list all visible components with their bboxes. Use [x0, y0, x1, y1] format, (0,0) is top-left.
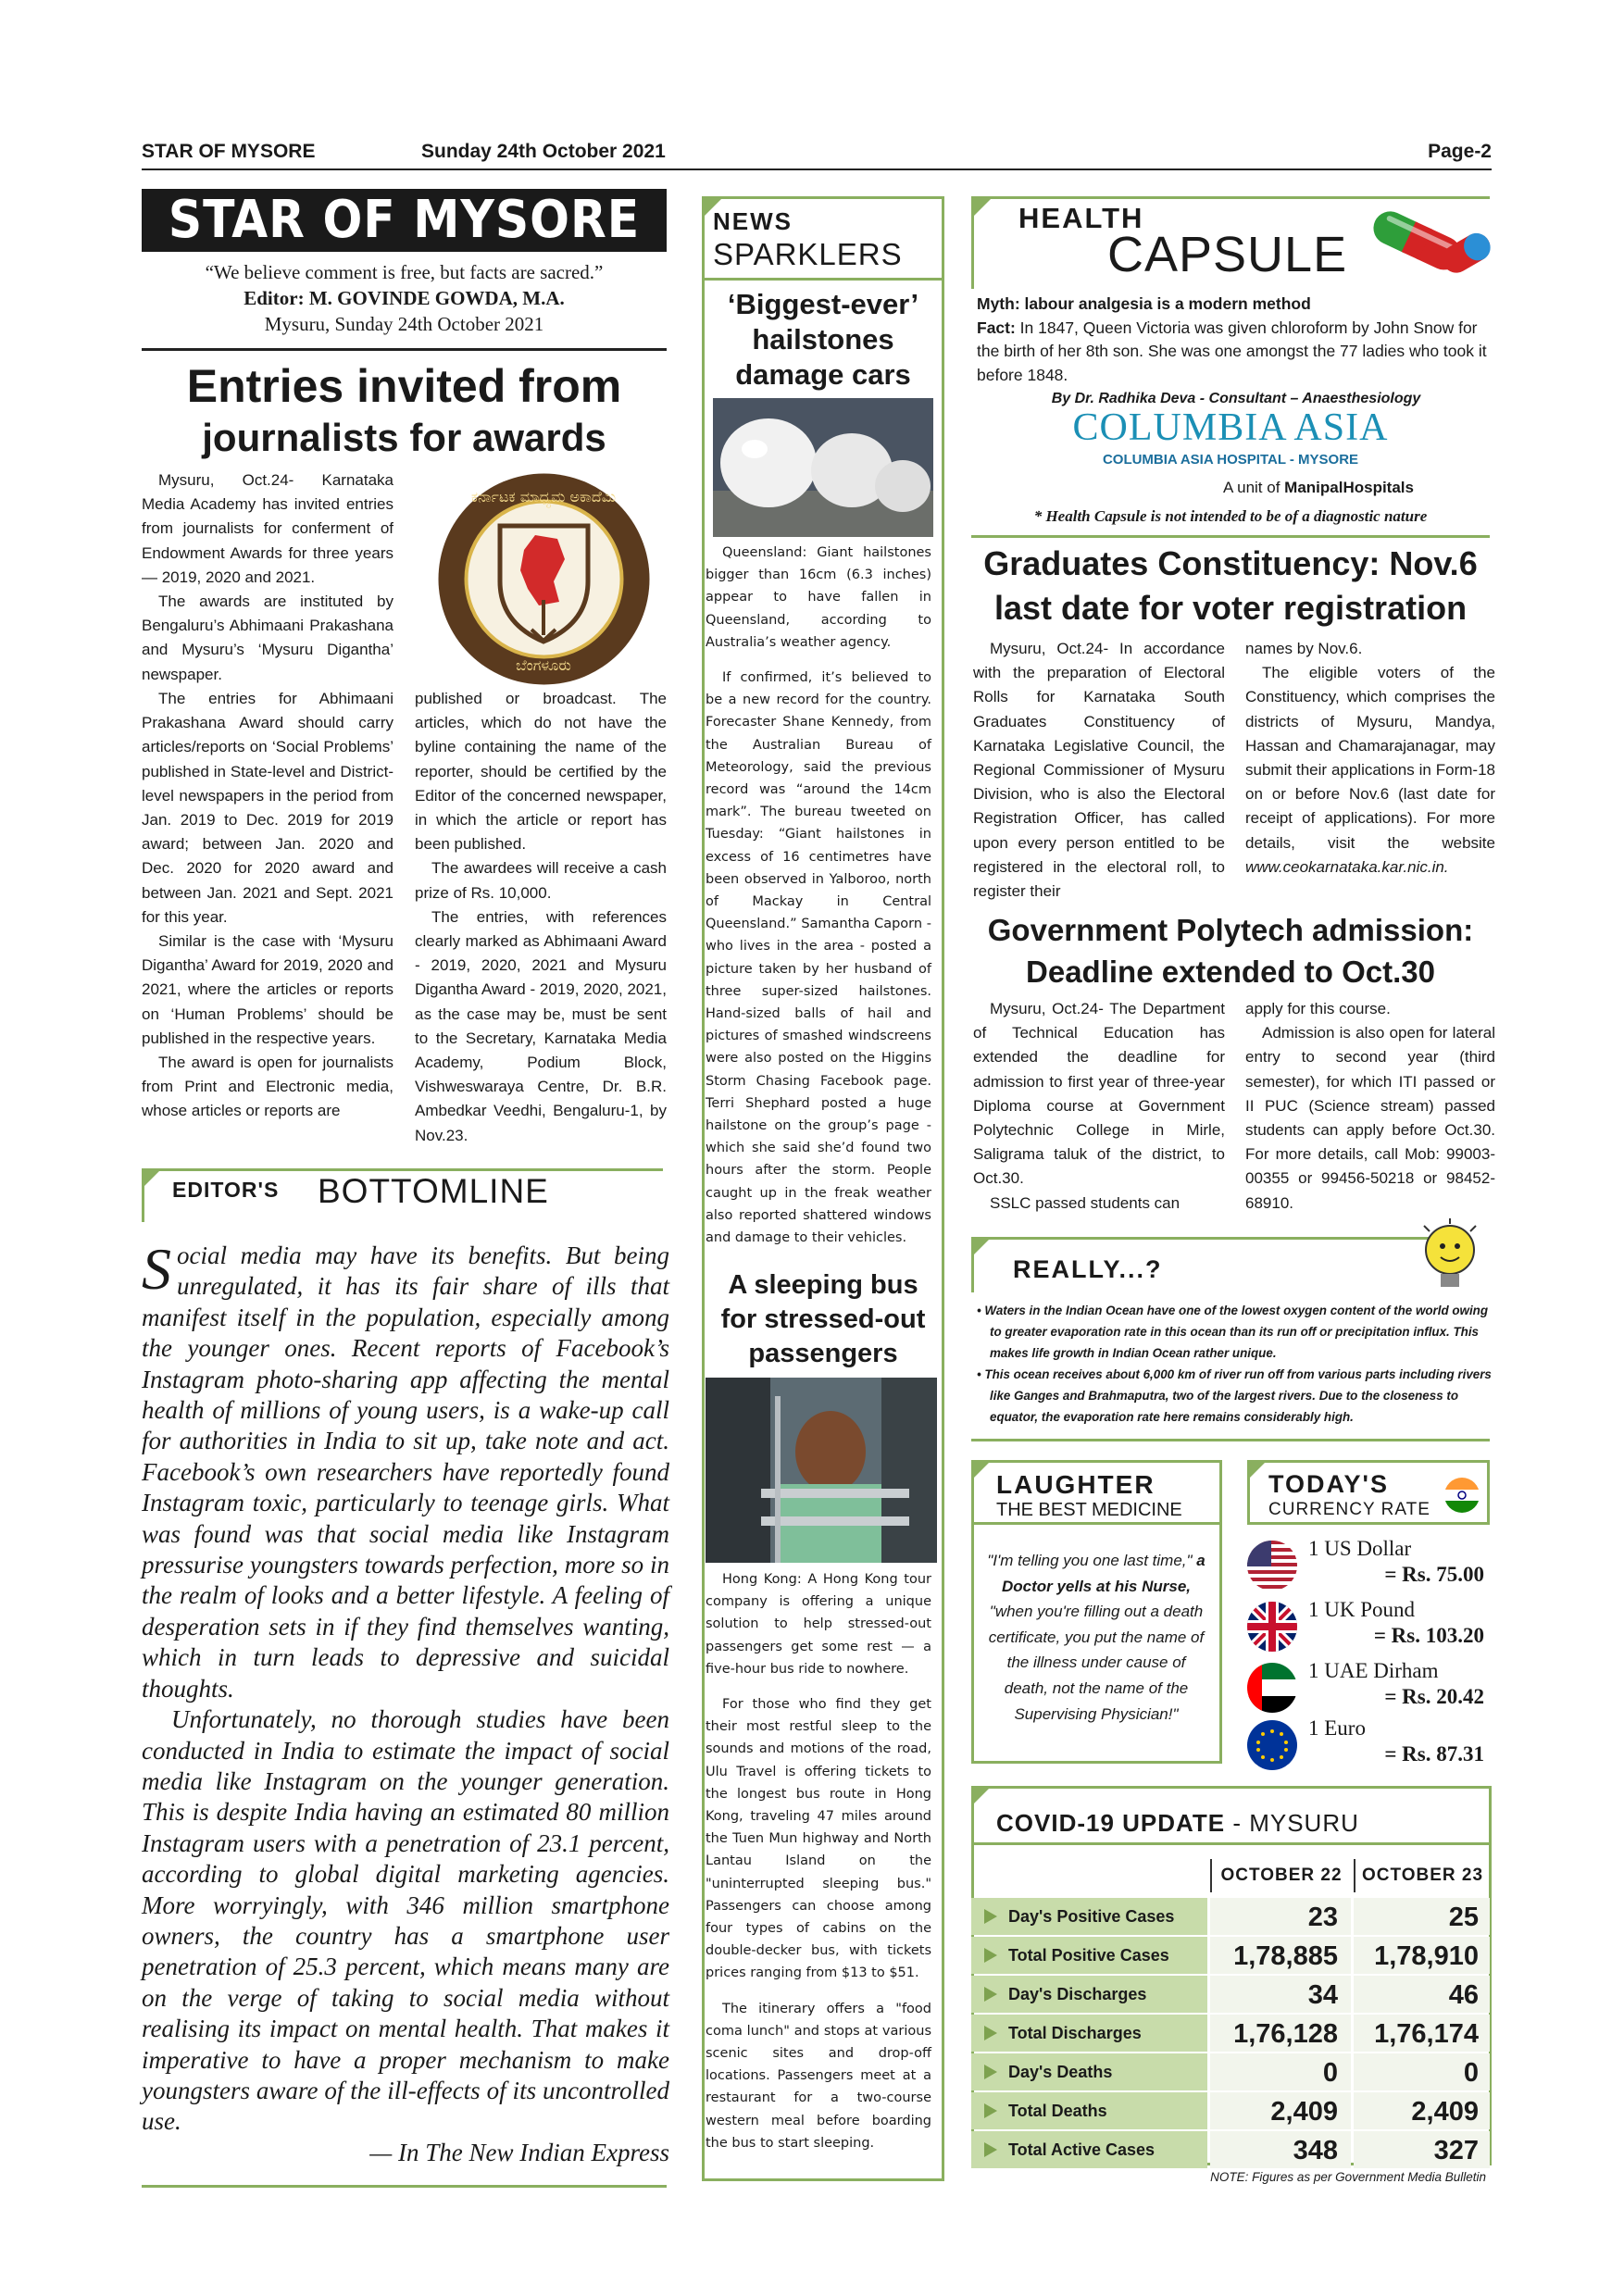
really-fact-text: This ocean receives about 6,000 km of river run off from various parts including rivers like Ganges and Brahmaputra, two of the largest rivers. Due to the closeness to equator, the evaporation rate here remains considerably high.	[984, 1367, 1492, 1424]
laughter-joke	[985, 1548, 1207, 1727]
sparkler-paragraph: Hong Kong: A Hong Kong tour company is offering a unique solution to help stressed-out passengers get some rest — a five-hour bus ride to nowhere.	[706, 1572, 931, 1677]
uk-flag-icon	[1247, 1602, 1297, 1652]
covid-title-rule	[971, 1842, 1492, 1845]
media-academy-logo	[435, 470, 653, 688]
currency-row	[1247, 1537, 1490, 1596]
drop-cap: S	[142, 1236, 171, 1302]
sparkler-paragraph: If confirmed, it’s believed to be a new record for the country. Forecaster Shane Kennedy, from the Australian Bureau of Meteorology, said the previous record was “around the 14cm mark”. The bureau tweeted on Tuesday: “Giant hailstones in excess of 16 centimetres have been observed in Yalboroo, north of Mackay in Central Queensland.” Samantha Caporn - who lives in the area - posted a picture taken by her husband of three super-sized hailstones. Hand-sized balls of hail and pictures of smashed windscreens were also posted on the Higgins Storm Chasing Facebook page. Terri Shephard posted a huge hailstone on the group’s page - which she said she’d found two hours after the storm. People caught up in the freak weather also reported shattered windows and damage to their vehicles.	[706, 670, 931, 1246]
bottomline-label-b: BOTTOMLINE	[318, 1172, 549, 1210]
covid-row	[971, 1976, 1490, 2015]
graduates-website[interactable]: www.ceokarnataka.kar.nic.in.	[1245, 857, 1449, 876]
covid-oct23-value: 46	[1354, 1976, 1490, 2013]
really-facts	[975, 1300, 1493, 1428]
joke-quote-1: "I'm telling you one last time,"	[987, 1552, 1193, 1569]
lead-paragraph: The awardees will receive a cash prize of Rs. 10,000.	[415, 859, 667, 902]
svg-text:ಕರ್ನಾಟಕ ಮಾಧ್ಯಮ ಅಕಾದೆಮಿ: ಕರ್ನಾಟಕ ಮಾಧ್ಯಮ ಅಕಾದೆಮಿ	[470, 488, 617, 505]
really-fact-2: • This ocean receives about 6,000 km of river run off from various parts including rivers like Ganges and Brahmaputra, two of the largest rivers. Due to the closeness to equator, the evaporation rate here remains considerably high.	[977, 1367, 1492, 1424]
polytech-headline-1: Government Polytech admission:	[987, 913, 1474, 947]
sparklers-divider	[702, 278, 944, 281]
currency-name: 1 UAE Dirham	[1308, 1659, 1439, 1682]
covid-corner-flag	[971, 1786, 992, 1806]
currency-row	[1247, 1716, 1490, 1776]
polytech-paragraph: SSLC passed students can	[990, 1193, 1181, 1212]
lead-paragraph: published or broadcast. The articles, which do not have the byline containing the name of the reporter, should be certified by the Editor of the concerned newspaper, in which the article or report has been published.	[415, 690, 667, 854]
masthead-rule	[142, 348, 667, 351]
masthead-motto	[142, 259, 667, 337]
us-flag-icon	[1247, 1541, 1297, 1591]
currency-row	[1247, 1659, 1490, 1718]
sparklers-label-a: NEWS	[713, 207, 793, 235]
covid-title	[996, 1809, 1359, 1838]
currency-corner-flag	[1247, 1460, 1268, 1480]
editorial-source: — In The New Indian Express	[369, 2138, 669, 2166]
editorial-paragraph-1	[142, 1236, 669, 1704]
covid-title-b: - MYSURU	[1225, 1809, 1359, 1837]
covid-oct22-value: 2,409	[1210, 2092, 1351, 2129]
lead-col1-bottom	[142, 687, 394, 1124]
covid-col-oct22: OCTOBER 22	[1210, 1859, 1351, 1892]
covid-row-label-text: Total Positive Cases	[1008, 1946, 1169, 1965]
currency-value	[1384, 1685, 1484, 1709]
health-label-a: HEALTH	[1018, 202, 1144, 234]
header-paper-name: STAR OF MYSORE	[142, 141, 316, 162]
columbia-asia-logo	[971, 407, 1490, 497]
editorial-bottom-rule	[142, 2185, 667, 2188]
sparkler-2-headline: A sleeping bus for stressed-out passengers	[720, 1270, 926, 1368]
covid-row-label-text: Day's Deaths	[1008, 2063, 1113, 2081]
covid-row	[971, 2131, 1490, 2170]
currency-value-text: = Rs. 87.31	[1384, 1742, 1484, 1766]
lead-paragraph: Similar is the case with ‘Mysuru Digantha’ Award for 2019, 2020 and 2021, where the articles or reports on ‘Human Problems’ should be published in the respective years.	[142, 932, 394, 1047]
uae-flag-icon	[1247, 1663, 1297, 1713]
polytech-col1	[973, 997, 1225, 1216]
covid-row-label	[971, 2131, 1207, 2168]
currency-name: 1 Euro	[1308, 1716, 1366, 1740]
covid-row	[971, 2053, 1490, 2092]
sparkler-1-body	[706, 542, 931, 1262]
fact-text: In 1847, Queen Victoria was given chloroform by John Snow for the birth of her 8th son. She was one amongst the 77 ladies who took it before 1848.	[977, 318, 1487, 384]
really-fact-1: • Waters in the Indian Ocean have one of the lowest oxygen content of the world owing to greater evaporation rate in this ocean than its run off or precipitation influx. This makes life growth in Indian Ocean rather unique.	[977, 1304, 1489, 1360]
covid-oct23-value: 327	[1354, 2131, 1490, 2168]
currency-name: 1 UK Pound	[1308, 1598, 1416, 1621]
polytech-paragraph: Admission is also open for lateral entry to second year (third semester), for which ITI passed or II PUC (Science stream) passed students can apply before Oct.30. For more details, call Mob: 99003-00355 or 99456-50218 or 98452-68910.	[1245, 1024, 1495, 1212]
joke-quote-2: "when you're filling out a death certificate, you put the name of the illness under cause of death, not the name of the Supervising Physician!"	[988, 1603, 1205, 1723]
polytech-headline	[971, 909, 1490, 992]
editorial-text-1: ocial media may have its benefits. But being unregulated, it has its fair share of ills that manifest itself in the population, especially among the younger ones. Recent reports of Facebook’s Instagram photo-sharing app affecting the mental health of millions of young users, is a wake-up call for authorities in India to sit up, take note and act. Facebook’s own researchers have reportedly found Instagram toxic, particularly to teenage girls. What was found was that social media like Instagram pressurise youngsters towards perfection, more so in the realm of looks and a better lifestyle. A feeling of desperation sets in if they find themselves wanting, which in turn leads to depressive and suicidal thoughts.	[142, 1242, 669, 1703]
graduates-paragraph: names by Nov.6.	[1245, 640, 1363, 657]
laughter-label-a: LAUGHTER	[996, 1470, 1156, 1499]
covid-row-label-text: Total Deaths	[1008, 2102, 1107, 2120]
sparkler-paragraph: The itinerary offers a "food coma lunch" and stops at various scenic sites and drop-off locations. Passengers meet at a restaurant for a two-course western meal before boarding the bus to start sleeping.	[706, 2001, 931, 2151]
covid-row-label	[971, 1976, 1207, 2013]
currency-label-b: CURRENCY RATE	[1268, 1500, 1430, 1519]
graduates-text: The eligible voters of the Constituency, which comprises the districts of Mysuru, Mandya, Hassan and Chamarajanagar, may submit their applications in Form-18 on or before Nov.6 (last date for receipt of applications). For more details, visit the website	[1245, 664, 1495, 852]
graduates-headline	[971, 542, 1490, 630]
health-content	[977, 293, 1495, 411]
really-corner-flag	[971, 1237, 992, 1257]
lead-paragraph: The entries for Abhimaani Prakashana Award should carry articles/reports on ‘Social Problems’ published in State-level and District-level newspapers in the period from Jan. 2019 to Dec. 2019 for 2019 award; between Jan. 2020 and Dec. 2020 for 2020 award and between Jan. 2021 and Sept. 2021 for this year.	[142, 690, 394, 926]
health-bottom-rule	[971, 535, 1490, 538]
covid-oct23-value: 1,78,910	[1354, 1937, 1490, 1974]
health-label-b: CAPSULE	[1107, 227, 1348, 282]
graduates-headline-1: Graduates Constituency: Nov.6	[983, 544, 1478, 582]
lead-headline-line1: Entries invited from	[186, 360, 622, 412]
covid-oct22-value: 1,76,128	[1210, 2015, 1351, 2052]
covid-oct22-value: 0	[1210, 2053, 1351, 2090]
covid-oct23-value: 1,76,174	[1354, 2015, 1490, 2052]
covid-row-label	[971, 2053, 1207, 2090]
capsule-pill-icon	[1352, 196, 1495, 289]
covid-col-oct23: OCTOBER 23	[1354, 1859, 1490, 1892]
currency-name: 1 US Dollar	[1308, 1537, 1412, 1560]
header-page-number: Page-2	[1428, 141, 1492, 162]
lead-headline-line2: journalists for awards	[202, 416, 606, 459]
sleeping-bus-photo	[706, 1378, 937, 1563]
laughter-corner-flag	[971, 1460, 992, 1480]
graduates-paragraph: Mysuru, Oct.24- In accordance with the preparation of Electoral Rolls for Karnataka South Graduates Constituency of Karnataka Legislative Council, the Regional Commissioner of Mysuru Division, who is also the Electoral Registration Officer, has called upon every person entitled to be registered in the electoral roll, to register their	[973, 640, 1225, 901]
health-corner-flag	[971, 196, 993, 218]
really-title: REALLY...?	[1013, 1255, 1163, 1283]
covid-row	[971, 2015, 1490, 2053]
covid-note: NOTE: Figures as per Government Media Bulletin	[1210, 2170, 1486, 2184]
health-fact	[977, 317, 1495, 388]
covid-oct23-value: 25	[1354, 1898, 1490, 1935]
graduates-col1	[973, 637, 1225, 904]
currency-value	[1384, 1563, 1484, 1587]
graduates-col2	[1245, 637, 1495, 880]
lead-paragraph: The entries, with references clearly marked as Abhimaani Award - 2019, 2020, 2021 and Mysuru Digantha Award - 2019, 2020, 2021, as the case may be, must be sent to the Secretary, Karnataka Media Academy, Podium Block, Vishweswaraya Centre, Dr. B.R. Ambedkar Veedhi, Bengaluru-1, by Nov.23.	[415, 907, 667, 1144]
eu-flag-icon	[1247, 1720, 1297, 1770]
currency-row	[1247, 1598, 1490, 1657]
masthead-dateline: Mysuru, Sunday 24th October 2021	[264, 313, 544, 335]
laughter-bottom-rule	[971, 1761, 1222, 1764]
lightbulb-icon	[1417, 1218, 1483, 1302]
sparkler-paragraph: For those who find they get their most restful sleep to the sounds and motions of the road, Ulu Travel is offering tickets to the longest bus route in Hong Kong, traveling 47 miles around the Tuen Mun highway and North Lantau Island on the "uninterrupted sleeping bus." Passengers can choose among four types of cabins on the double-decker bus, with tickets prices ranging from $13 to $51.	[706, 1697, 931, 1981]
polytech-headline-2: Deadline extended to Oct.30	[1026, 955, 1435, 989]
bottomline-corner-flag	[142, 1168, 162, 1189]
motto-text: “We believe comment is free, but facts are sacred.”	[205, 261, 604, 283]
laughter-label-b: THE BEST MEDICINE	[996, 1500, 1182, 1520]
sparklers-label-b: SPARKLERS	[713, 237, 903, 271]
covid-oct22-value: 1,78,885	[1210, 1937, 1351, 1974]
health-myth: Myth: labour analgesia is a modern method	[977, 294, 1311, 313]
lead-paragraph: The awards are instituted by Bengaluru’s Abhimaani Prakashana and Mysuru’s ‘Mysuru Digantha’ newspaper.	[142, 593, 394, 683]
columbia-hospital: COLUMBIA ASIA HOSPITAL - MYSORE	[1102, 452, 1359, 468]
columbia-logo-text: COLUMBIA ASIA	[1072, 406, 1389, 449]
covid-row	[971, 1898, 1490, 1937]
covid-row-label-text: Total Active Cases	[1008, 2140, 1156, 2159]
masthead-logo: STAR OF MYSORE	[142, 189, 667, 252]
covid-row-label-text: Total Discharges	[1008, 2024, 1142, 2042]
graduates-headline-2: last date for voter registration	[993, 589, 1468, 627]
sparkler-1-headline: ‘Biggest-ever’ hailstones damage cars	[727, 288, 919, 391]
currency-value	[1374, 1624, 1484, 1648]
currency-value	[1384, 1742, 1484, 1766]
fact-label: Fact:	[977, 318, 1016, 337]
covid-row	[971, 1937, 1490, 1976]
hailstones-photo	[713, 398, 933, 537]
covid-row-label	[971, 1898, 1207, 1935]
currency-value-text: = Rs. 20.42	[1384, 1685, 1484, 1708]
covid-row-label-text: Day's Positive Cases	[1008, 1907, 1175, 1926]
covid-oct22-value: 23	[1210, 1898, 1351, 1935]
editorial-body	[142, 1236, 669, 2168]
joke-speaker: a Doctor yells at his Nurse,	[1001, 1552, 1206, 1595]
covid-row	[971, 2092, 1490, 2131]
really-fact-text: Waters in the Indian Ocean have one of the lowest oxygen content of the world owing to greater evaporation rate in this ocean than its run off or precipitation influx. This makes life growth in Indian Ocean rather unique.	[984, 1304, 1489, 1360]
covid-row-label	[971, 2015, 1207, 2052]
unit-prefix: A unit of	[1223, 479, 1285, 496]
editor-line: Editor: M. GOVINDE GOWDA, M.A.	[244, 287, 565, 309]
currency-value-text: = Rs. 103.20	[1373, 1624, 1484, 1647]
lead-paragraph: The award is open for journalists from Print and Electronic media, whose articles or reports are	[142, 1054, 394, 1120]
health-byline: By Dr. Radhika Deva - Consultant – Anaesthesiology	[1051, 391, 1421, 406]
polytech-paragraph: Mysuru, Oct.24- The Department of Technical Education has extended the deadline for admission to first year of three-year Diploma course at Government Polytechnic College in Mirle, Saligrama taluk of the district, to Oct.30.	[973, 1000, 1225, 1188]
sparkler-2-body	[706, 1568, 931, 2167]
covid-oct22-value: 34	[1210, 1976, 1351, 2013]
covid-oct23-value: 0	[1354, 2053, 1490, 2090]
sparkler-paragraph: Queensland: Giant hailstones bigger than 16cm (6.3 inches) appear to have fallen in Queensland, according to Australia’s weather agency.	[706, 545, 931, 650]
manipal-unit	[971, 479, 1490, 497]
lead-paragraph: Mysuru, Oct.24- Karnataka Media Academy has invited entries from journalists for conferment of Endowment Awards for three years — 2019, 2020 and 2021.	[142, 471, 394, 586]
covid-row-label-text: Day's Discharges	[1008, 1985, 1147, 2003]
lead-col1-top	[142, 468, 394, 687]
lead-col2	[415, 687, 667, 1148]
header-date: Sunday 24th October 2021	[421, 141, 666, 162]
editorial-paragraph-2: Unfortunately, no thorough studies have been conducted in India to estimate the impact of social media like Instagram on the younger generation. This is despite India having an estimated 80 million Instagram users with a penetration of 23.1 percent, according to global digital marketing agencies. More worryingly, with 346 million smartphone owners, the country has a smartphone user penetration of 25.3 percent, which means many are on the verge of taking to social media without realising its impact on mental health. That makes it imperative to have a proper mechanism to make youngsters aware of the ill-effects of its uncontrolled use.	[142, 1705, 669, 2136]
covid-row-label	[971, 1937, 1207, 1974]
covid-row-label	[971, 2092, 1207, 2129]
currency-value-text: = Rs. 75.00	[1384, 1563, 1484, 1586]
currency-label-a: TODAY'S	[1268, 1470, 1389, 1498]
india-flag-icon	[1444, 1478, 1480, 1513]
bottomline-label-a: EDITOR'S	[172, 1178, 280, 1202]
polytech-paragraph: apply for this course.	[1245, 1000, 1391, 1017]
covid-title-a: COVID-19 UPDATE	[996, 1809, 1226, 1837]
covid-oct23-value: 2,409	[1354, 2092, 1490, 2129]
polytech-col2	[1245, 997, 1495, 1216]
covid-oct22-value: 348	[1210, 2131, 1351, 2168]
really-bottom-rule	[971, 1439, 1490, 1441]
health-disclaimer: * Health Capsule is not intended to be of a diagnostic nature	[1033, 507, 1428, 525]
graduates-paragraph	[1245, 661, 1495, 880]
svg-text:ಬೆಂಗಳೂರು: ಬೆಂಗಳೂರು	[516, 656, 571, 674]
unit-name: ManipalHospitals	[1284, 479, 1414, 496]
page-header	[142, 139, 1492, 170]
